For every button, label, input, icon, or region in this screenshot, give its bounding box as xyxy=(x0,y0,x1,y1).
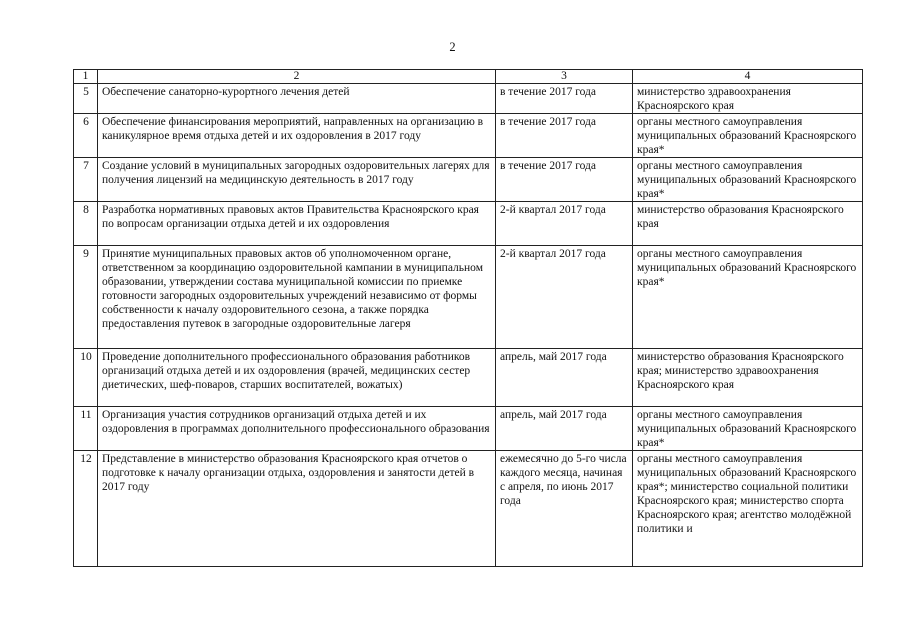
row-term: в течение 2017 года xyxy=(496,114,633,158)
table-row xyxy=(74,407,863,451)
row-number: 10 xyxy=(74,349,98,407)
row-number: 11 xyxy=(74,407,98,451)
row-task: Обеспечение санаторно-курортного лечения детей xyxy=(98,84,496,114)
header-cell-term: 3 xyxy=(496,70,633,84)
header-cell-task: 2 xyxy=(98,70,496,84)
table-row xyxy=(74,158,863,202)
row-responsible: министерство здравоохранения Красноярского края xyxy=(633,84,863,114)
row-responsible: министерство образования Красноярского края; министерство здравоохранения Красноярского края xyxy=(633,349,863,407)
row-number: 12 xyxy=(74,451,98,567)
row-task: Разработка нормативных правовых актов Правительства Красноярского края по вопросам организации отдыха детей и их оздоровления xyxy=(98,202,496,246)
row-task: Создание условий в муниципальных загородных оздоровительных лагерях для получения лицензий на медицинскую деятельность в 2017 году xyxy=(98,158,496,202)
table-row xyxy=(74,451,863,567)
row-term: апрель, май 2017 года xyxy=(496,407,633,451)
events-table xyxy=(73,69,863,567)
row-number: 8 xyxy=(74,202,98,246)
row-task: Организация участия сотрудников организаций отдыха детей и их оздоровления в программах дополнительного профессионального образования xyxy=(98,407,496,451)
row-number: 9 xyxy=(74,246,98,349)
row-term: 2-й квартал 2017 года xyxy=(496,202,633,246)
page-number: 2 xyxy=(449,40,456,54)
row-term: ежемесячно до 5-го числа каждого месяца, начиная с апреля, по июнь 2017 года xyxy=(496,451,633,567)
table-row xyxy=(74,349,863,407)
row-number: 7 xyxy=(74,158,98,202)
table-row xyxy=(74,202,863,246)
row-term: в течение 2017 года xyxy=(496,158,633,202)
row-responsible: органы местного самоуправления муниципальных образований Красноярского края* xyxy=(633,158,863,202)
row-term: в течение 2017 года xyxy=(496,84,633,114)
row-task: Обеспечение финансирования мероприятий, направленных на организацию в каникулярное время отдыха детей и их оздоровления в 2017 году xyxy=(98,114,496,158)
row-number: 6 xyxy=(74,114,98,158)
header-cell-responsible: 4 xyxy=(633,70,863,84)
row-task: Представление в министерство образования Красноярского края отчетов о подготовке к началу организации отдыха, оздоровления и занятости детей в 2017 году xyxy=(98,451,496,567)
row-term: 2-й квартал 2017 года xyxy=(496,246,633,349)
table-row xyxy=(74,84,863,114)
row-responsible: органы местного самоуправления муниципальных образований Красноярского края* xyxy=(633,246,863,349)
header-cell-number: 1 xyxy=(74,70,98,84)
row-responsible: органы местного самоуправления муниципальных образований Красноярского края*; министерство социальной политики Красноярского края; министерство спорта Красноярского края; агентство молодёжной политики и xyxy=(633,451,863,567)
row-responsible: органы местного самоуправления муниципальных образований Красноярского края* xyxy=(633,114,863,158)
table-header-row xyxy=(74,70,863,84)
row-number: 5 xyxy=(74,84,98,114)
row-responsible: органы местного самоуправления муниципальных образований Красноярского края* xyxy=(633,407,863,451)
row-term: апрель, май 2017 года xyxy=(496,349,633,407)
row-responsible: министерство образования Красноярского края xyxy=(633,202,863,246)
row-task: Проведение дополнительного профессионального образования работников организаций отдыха детей и их оздоровления (врачей, медицинских сестер диетических, шеф-поваров, старших воспитателей, вожатых) xyxy=(98,349,496,407)
row-task: Принятие муниципальных правовых актов об уполномоченном органе, ответственном за координацию оздоровительной кампании в муниципальном образовании, утверждении состава муниципальной комиссии по приемке готовности загородных оздоровительных учреждений независимо от формы собственности к началу оздоровительного сезона, а также порядка предоставления путевок в загородные оздоровительные лагеря xyxy=(98,246,496,349)
table-row xyxy=(74,114,863,158)
table-row xyxy=(74,246,863,349)
